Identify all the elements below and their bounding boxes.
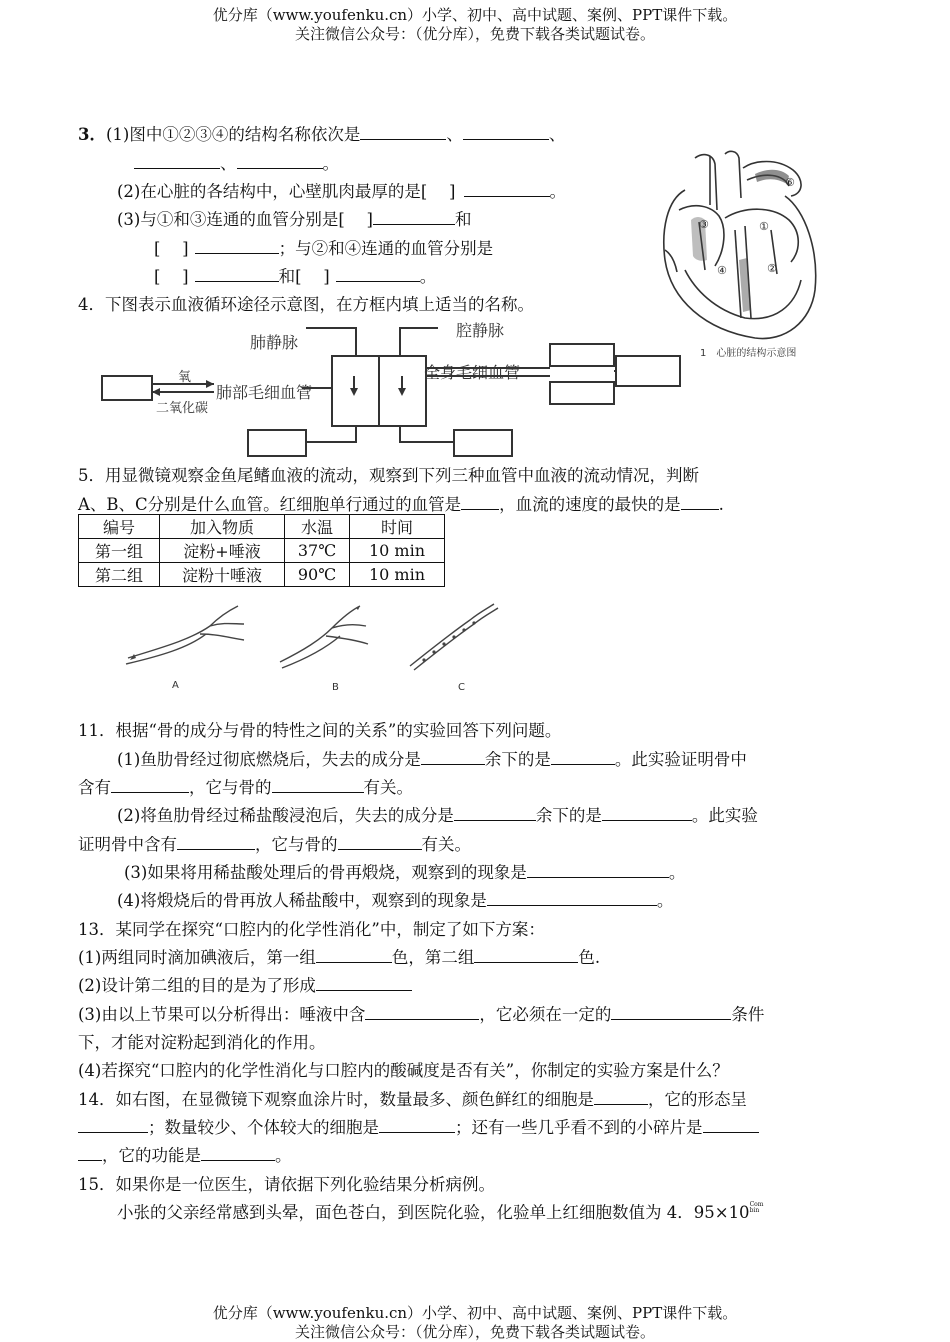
q3-line1-cont bbox=[134, 150, 339, 174]
end: 。 bbox=[656, 891, 674, 910]
blank[interactable] bbox=[454, 806, 536, 821]
table-cell: 淀粉+唾液 bbox=[160, 539, 285, 563]
vessel-label-a: A bbox=[172, 680, 179, 691]
answer-box-bottom-right[interactable] bbox=[454, 430, 512, 456]
q15-title: 15．如果你是一位医生，请依据下列化验结果分析病例。 bbox=[78, 1175, 495, 1194]
q5-text-a: A、B、C分别是什么血管。红细胞单行通过的血管是 bbox=[78, 495, 462, 514]
blank[interactable] bbox=[272, 778, 364, 793]
q13-title: 13．某同学在探究“口腔内的化学性消化”中，制定了如下方案： bbox=[78, 920, 545, 939]
vessel-b bbox=[280, 606, 360, 662]
q11-text: 有关。 bbox=[363, 778, 413, 797]
header-line-2: 关注微信公众号：（优分库），免费下载各类试题试卷。 bbox=[294, 25, 655, 43]
heart-label-4: ④ bbox=[717, 264, 727, 277]
table-cell: 37℃ bbox=[285, 539, 350, 563]
q13-p4: (4)若探究“口腔内的化学性消化与口腔内的酸碱度是否有关”，你制定的实验方案是什么？ bbox=[78, 1061, 729, 1080]
q11-text: 余下的是 bbox=[535, 806, 602, 825]
blank[interactable] bbox=[611, 1005, 731, 1020]
q11-p2 bbox=[117, 802, 758, 826]
table-cell: 10 min bbox=[350, 563, 445, 587]
q3-text2: (2)在心脏的各结构中，心壁肌肉最厚的是[ ] bbox=[117, 182, 456, 201]
q11-p4 bbox=[117, 887, 673, 911]
label-vena-cava: 腔静脉 bbox=[456, 321, 505, 340]
table-header: 时间 bbox=[350, 515, 445, 539]
q13-p1 bbox=[78, 944, 600, 968]
and-bracket: 和[ ] bbox=[278, 267, 330, 286]
table-cell: 第一组 bbox=[79, 539, 160, 563]
end: 。 bbox=[668, 863, 686, 882]
q11-text: (4)将煅烧后的骨再放人稀盐酸中，观察到的现象是 bbox=[117, 891, 487, 910]
table-cell: 90℃ bbox=[285, 563, 350, 587]
q3-number: 3． bbox=[78, 125, 106, 144]
q11-text: ，它与骨的 bbox=[255, 835, 338, 854]
q14-text: ，它的功能是 bbox=[102, 1146, 201, 1165]
q11-text: (3)如果将用稀盐酸处理后的骨再煅烧，观察到的现象是 bbox=[124, 863, 527, 882]
blank[interactable] bbox=[316, 948, 392, 963]
q13-text: 条件 bbox=[731, 1005, 765, 1024]
q13-text: (3)由以上节果可以分析得出：唾液中含 bbox=[78, 1005, 366, 1024]
blank[interactable] bbox=[551, 750, 615, 765]
end: 。 bbox=[419, 267, 437, 286]
q11-p1-cont bbox=[78, 774, 413, 798]
answer-box-left[interactable] bbox=[102, 376, 152, 400]
q4-text: 4．下图表示血液循环途径示意图，在方框内填上适当的名称。 bbox=[78, 295, 534, 314]
q11-p1 bbox=[117, 746, 747, 770]
answer-box-bottom-left[interactable] bbox=[248, 430, 306, 456]
blank[interactable] bbox=[237, 154, 323, 169]
blank[interactable] bbox=[487, 891, 657, 906]
q13-p3-cont: 下，才能对淀粉起到消化的作用。 bbox=[78, 1033, 326, 1052]
q11-text: 有关。 bbox=[421, 835, 471, 854]
footer-line-1: 优分库（www.youfenku.cn）小学、初中、高中试题、案例、PPT课件下载。 bbox=[212, 1304, 738, 1322]
bracket: [ ] bbox=[154, 239, 189, 258]
end: 。 bbox=[322, 154, 339, 173]
q3-text4: ；与②和④连通的血管分别是 bbox=[278, 239, 494, 258]
q5-text-c: . bbox=[718, 495, 724, 514]
sep: 、 bbox=[548, 125, 566, 144]
q14-text: ；数量较少、个体较大的细胞是 bbox=[148, 1118, 379, 1137]
answer-box-far-right[interactable] bbox=[616, 356, 680, 386]
q11-text: ，它与骨的 bbox=[189, 778, 272, 797]
blank[interactable] bbox=[336, 267, 420, 282]
q13-text: (2)设计第二组的目的是为了形成 bbox=[78, 976, 316, 995]
q11-text: 证明骨中含有 bbox=[78, 835, 177, 854]
q13-text: ，它必须在一定的 bbox=[479, 1005, 612, 1024]
q13-p2 bbox=[78, 972, 412, 996]
label-lung-capillary: 肺部毛细血管 bbox=[216, 383, 313, 402]
and: 和 bbox=[455, 210, 472, 229]
q11-title: 11．根据“骨的成分与骨的特性之间的关系”的实验回答下列问题。 bbox=[78, 721, 562, 740]
q14-line1 bbox=[78, 1086, 747, 1110]
q13-text: 色. bbox=[578, 948, 601, 967]
blank[interactable] bbox=[365, 1005, 479, 1020]
blank[interactable] bbox=[316, 976, 412, 991]
vessel-label-b: B bbox=[332, 682, 339, 693]
q13-p3 bbox=[78, 1001, 764, 1025]
label-pulmonary-vein: 肺静脉 bbox=[250, 333, 299, 352]
label-oxygen: 氧 bbox=[178, 370, 192, 385]
q11-p2-cont bbox=[78, 831, 471, 855]
q3-line5 bbox=[154, 263, 436, 287]
q14-line2 bbox=[78, 1114, 759, 1138]
blank[interactable] bbox=[703, 1118, 759, 1133]
end: 。 bbox=[549, 182, 566, 201]
blank[interactable] bbox=[373, 210, 455, 225]
vessel-c bbox=[410, 604, 494, 666]
answer-box-right-bottom[interactable] bbox=[550, 382, 614, 404]
label-body-capillary: 全身毛细血管 bbox=[424, 363, 521, 382]
q11-text: 。此实验证明骨中 bbox=[614, 750, 747, 769]
q3-line4 bbox=[154, 235, 493, 259]
blank[interactable] bbox=[421, 750, 485, 765]
table-header: 水温 bbox=[285, 515, 350, 539]
blank[interactable] bbox=[463, 125, 549, 140]
q3-text3: (3)与①和③连通的血管分别是[ ] bbox=[117, 210, 373, 229]
blank[interactable] bbox=[111, 778, 189, 793]
blank[interactable] bbox=[461, 495, 499, 510]
q3-line1 bbox=[78, 121, 565, 145]
answer-box-right-top[interactable] bbox=[550, 344, 614, 366]
heart-label-6: ⑥ bbox=[785, 176, 795, 189]
blank[interactable] bbox=[474, 948, 578, 963]
blank[interactable] bbox=[594, 1090, 648, 1105]
q14-text: ，它的形态呈 bbox=[648, 1090, 747, 1109]
table-cell: 10 min bbox=[350, 539, 445, 563]
q15-text: 小张的父亲经常感到头晕，面色苍白，到医院化验，化验单上红细胞数值为 4．95×10 bbox=[117, 1203, 750, 1222]
sep: 、 bbox=[446, 125, 463, 144]
q3-line3 bbox=[117, 206, 472, 230]
blank[interactable] bbox=[338, 835, 422, 850]
blank[interactable] bbox=[527, 863, 669, 878]
heart-diagram bbox=[655, 150, 825, 345]
heart-caption: 1 心脏的结构示意图 bbox=[700, 348, 797, 359]
q15-superscript: Com bin bbox=[749, 1200, 764, 1214]
q5-text-b: ，血流的速度的最快的是 bbox=[499, 495, 681, 514]
circulation-diagram bbox=[98, 318, 688, 463]
table-cell: 淀粉十唾液 bbox=[160, 563, 285, 587]
q15-p1 bbox=[117, 1199, 764, 1223]
q11-text: 余下的是 bbox=[484, 750, 551, 769]
blank[interactable] bbox=[602, 806, 692, 821]
table-header-row bbox=[79, 515, 445, 539]
blank[interactable] bbox=[201, 1146, 275, 1161]
table-row bbox=[79, 563, 445, 587]
blank[interactable] bbox=[360, 125, 446, 140]
heart-label-2: ② bbox=[767, 262, 777, 275]
header-line-1: 优分库（www.youfenku.cn）小学、初中、高中试题、案例、PPT课件下载。 bbox=[212, 6, 738, 24]
q11-p3 bbox=[124, 859, 685, 883]
table-cell: 第二组 bbox=[79, 563, 160, 587]
blank[interactable] bbox=[681, 495, 719, 510]
experiment-table bbox=[78, 514, 445, 587]
bracket: [ ] bbox=[154, 267, 189, 286]
q13-text: (1)两组同时滴加碘液后，第一组 bbox=[78, 948, 316, 967]
blank[interactable] bbox=[195, 267, 279, 282]
heart-label-1: ① bbox=[759, 220, 769, 233]
q11-text: (1)鱼肋骨经过彻底燃烧后，失去的成分是 bbox=[117, 750, 421, 769]
sep: 、 bbox=[220, 154, 237, 173]
q3-line2 bbox=[117, 178, 566, 202]
vessel-diagram bbox=[120, 600, 500, 672]
blank[interactable] bbox=[177, 835, 255, 850]
q5-line1: 5．用显微镜观察金鱼尾鳍血液的流动，观察到下列三种血管中血液的流动情况，判断 bbox=[78, 466, 699, 485]
blank[interactable] bbox=[78, 1118, 148, 1133]
heart-label-3: ③ bbox=[699, 218, 709, 231]
q11-text: (2)将鱼肋骨经过稀盐酸浸泡后，失去的成分是 bbox=[117, 806, 454, 825]
q3-text1: (1)图中①②③④的结构名称依次是 bbox=[105, 125, 361, 144]
blank[interactable] bbox=[78, 1146, 102, 1161]
q14-text: ；还有一些几乎看不到的小碎片是 bbox=[455, 1118, 703, 1137]
table-header: 编号 bbox=[79, 515, 160, 539]
blank[interactable] bbox=[464, 182, 550, 197]
table-header: 加入物质 bbox=[160, 515, 285, 539]
blank[interactable] bbox=[134, 154, 220, 169]
q11-text: 含有 bbox=[78, 778, 111, 797]
vessel-a bbox=[128, 606, 238, 658]
q5-line2 bbox=[78, 491, 724, 515]
vessel-label-c: C bbox=[458, 682, 465, 693]
q13-text: 色，第二组 bbox=[391, 948, 475, 967]
q4-title bbox=[78, 291, 534, 315]
table-row bbox=[79, 539, 445, 563]
label-co2: 二氧化碳 bbox=[156, 401, 209, 416]
footer-line-2: 关注微信公众号：（优分库），免费下载各类试题试卷。 bbox=[294, 1323, 655, 1341]
blank[interactable] bbox=[195, 239, 279, 254]
q14-text: 14．如右图，在显微镜下观察血涂片时，数量最多、颜色鲜红的细胞是 bbox=[78, 1090, 594, 1109]
q11-text: 。此实验 bbox=[691, 806, 758, 825]
q14-line3 bbox=[78, 1142, 292, 1166]
blank[interactable] bbox=[379, 1118, 455, 1133]
q14-text: 。 bbox=[275, 1146, 292, 1165]
